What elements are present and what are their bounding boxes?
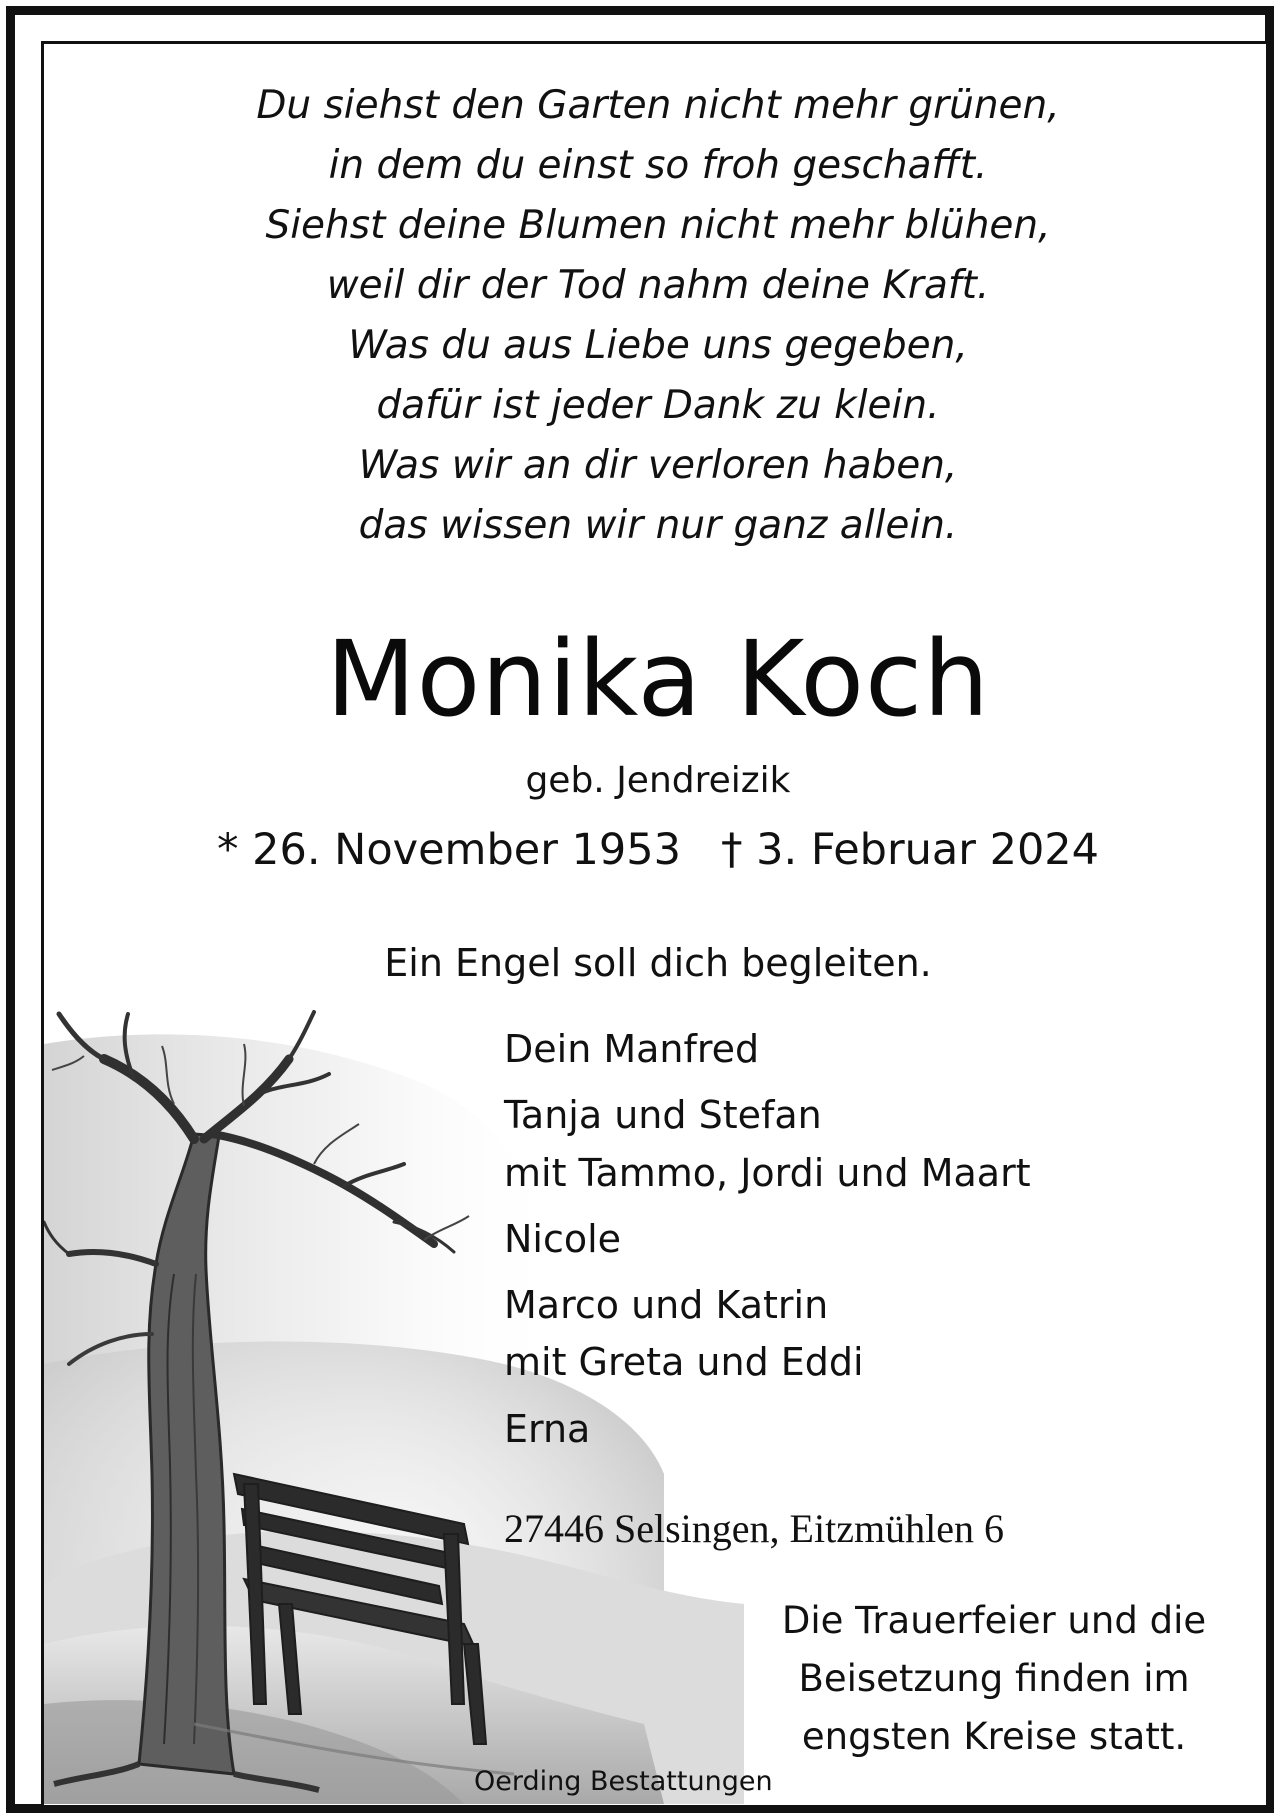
poem-line: Du siehst den Garten nicht mehr grünen, — [256, 83, 1060, 128]
outer-border — [6, 6, 1274, 1813]
family-line: mit Tammo, Jordi und Maart — [504, 1151, 1031, 1195]
motto: Ein Engel soll dich begleiten. — [384, 941, 932, 985]
address: 27446 Selsingen, Eitzmühlen 6 — [504, 1506, 1004, 1551]
poem-line: in dem du einst so froh geschafft. — [328, 143, 988, 188]
family-line: Dein Manfred — [504, 1027, 760, 1071]
poem-line: das wissen wir nur ganz allein. — [358, 503, 958, 548]
poem-line: dafür ist jeder Dank zu klein. — [376, 383, 940, 428]
poem-line: weil dir der Tod nahm deine Kraft. — [326, 263, 990, 308]
notice-line: Die Trauerfeier und die — [781, 1599, 1207, 1642]
deceased-name: Monika Koch — [325, 618, 991, 740]
obituary-notice — [41, 41, 1269, 1808]
undertaker-name: Oerding Bestattungen — [474, 1766, 773, 1797]
family-line: mit Greta und Eddi — [504, 1340, 864, 1384]
family-line: Nicole — [504, 1217, 622, 1261]
notice-line: Beisetzung finden im — [798, 1657, 1190, 1700]
poem-line: Was wir an dir verloren haben, — [358, 443, 958, 488]
family-line: Tanja und Stefan — [504, 1093, 822, 1137]
family-line: Marco und Katrin — [504, 1283, 829, 1327]
poem-line: Siehst deine Blumen nicht mehr blühen, — [265, 203, 1051, 248]
family-line: Erna — [504, 1407, 591, 1451]
notice-line: engsten Kreise statt. — [801, 1715, 1187, 1758]
maiden-name: geb. Jendreizik — [525, 760, 791, 801]
birth-date: * 26. November 1953 — [216, 825, 681, 875]
poem-verse — [44, 76, 1269, 556]
death-date: † 3. Februar 2024 — [720, 825, 1100, 875]
life-dates — [44, 822, 1269, 878]
poem-line: Was du aus Liebe uns gegeben, — [348, 323, 968, 368]
funeral-notice — [734, 1592, 1254, 1766]
